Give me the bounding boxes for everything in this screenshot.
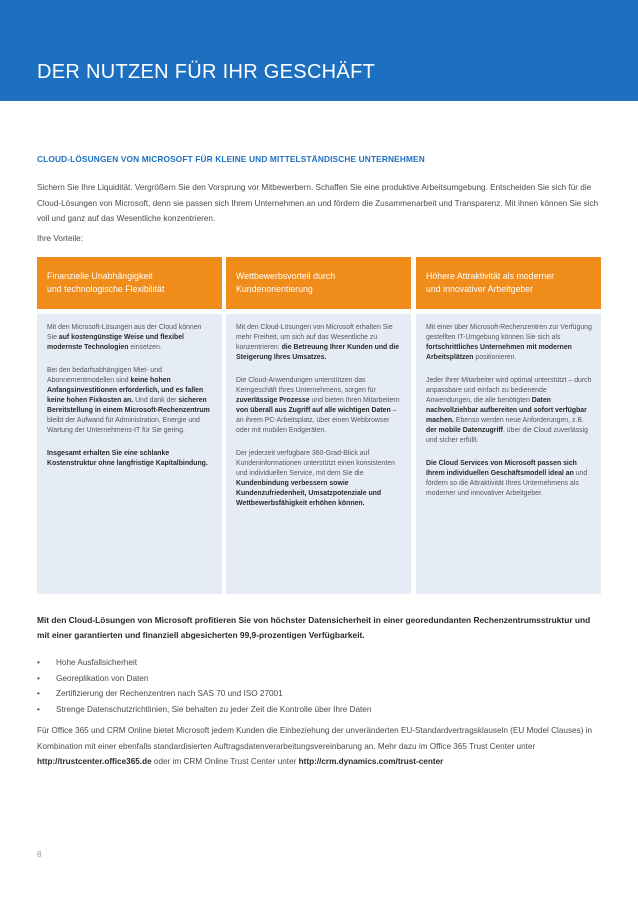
emphasis-text: Kundenbindung verbessern sowie Kundenzufriedenheit, Umsatzpotenziale und Wettbewerbsfähigkeit erhöhen können. bbox=[236, 480, 382, 507]
benefit-cell bbox=[426, 376, 592, 446]
benefit-cell bbox=[426, 459, 592, 499]
cell-text: Mit den Cloud-Lösungen von Microsoft erhalten Sie mehr Freiheit, um sich auf das Wesentliche zu konzentrieren: bbox=[236, 324, 393, 351]
list-item-text: Hohe Ausfallsicherheit bbox=[56, 658, 138, 667]
column-header-line: und innovativer Arbeitgeber bbox=[426, 284, 534, 294]
bullet-icon: • bbox=[37, 689, 40, 698]
cell-text: Ebenso werden neue Anforderungen, z.B. bbox=[453, 417, 584, 424]
list-item bbox=[37, 671, 603, 687]
page-title: DER NUTZEN FÜR IHR GESCHÄFT bbox=[37, 61, 376, 83]
benefit-column-financial bbox=[37, 257, 222, 594]
emphasis-text: fortschrittliches Unternehmen mit modernen Arbeitsplätzen bbox=[426, 344, 572, 361]
office-paragraph-text: Für Office 365 und CRM Online bietet Microsoft jedem Kunden die Einbeziehung der unveränderten EU-Standardvertragsklauseln (EU Model Clauses) in Kombination mit einer ebenfalls standardisierten Auftragsdatenverarbeitungsvereinbarung an. Mehr dazu im Office 365 Trust Center unter bbox=[37, 726, 593, 751]
benefit-cell bbox=[47, 366, 213, 436]
column-body bbox=[416, 314, 601, 594]
office-trust-paragraph bbox=[37, 723, 603, 770]
cell-text: bleibt der Aufwand für Administration, Energie und Wartung der Unternehmens-IT für Sie gering. bbox=[47, 417, 200, 434]
column-header bbox=[37, 257, 222, 309]
intro-paragraph: Sichern Sie Ihre Liquidität. Vergrößern Sie den Vorsprung vor Mitbewerbern. Schaffen Sie eine produktive Arbeitsumgebung. Entscheiden Sie sich für die Cloud-Lösungen von Microsoft, denn sie passen sich Ihrem Unternehmen an und fördern die Zusammenarbeit und Transparenz. Mit ihnen können Sie sich voll und ganz auf das Wesentliche konzentrieren. bbox=[37, 183, 599, 223]
benefit-cell bbox=[236, 323, 402, 363]
emphasis-text: zuverlässige Prozesse bbox=[236, 397, 310, 404]
page-number: 8 bbox=[37, 850, 42, 859]
cell-text: und fördern so die Attraktivität Ihres Unternehmens als moderner und innovativer Arbeitgeber. bbox=[426, 470, 588, 497]
benefit-cell bbox=[236, 376, 402, 436]
benefit-cell bbox=[47, 449, 213, 469]
security-paragraph: Mit den Cloud-Lösungen von Microsoft profitieren Sie von höchster Datensicherheit in einer georedundanten Rechenzentrumsstruktur und mit einer garantierten und finanziell abgesicherten 99,9-prozentigen Verfügbarkeit. bbox=[37, 615, 591, 640]
list-item bbox=[37, 686, 603, 702]
emphasis-text: sicheren Bereitstellung in einem Microsoft-Rechenzentrum bbox=[47, 397, 210, 414]
cell-text: Mit einer über Microsoft-Rechenzentren zur Verfügung gestellten IT-Umgebung können Sie sich als bbox=[426, 324, 592, 341]
cell-text: und bieten Ihren Mitarbeitern bbox=[309, 397, 400, 404]
bullet-icon: • bbox=[37, 658, 40, 667]
bullet-icon: • bbox=[37, 704, 40, 714]
emphasis-text: Die Cloud Services von Microsoft passen sich Ihrem individuellen Geschäftsmodell ideal an bbox=[426, 460, 577, 477]
column-header-line: Höhere Attraktivität als moderner bbox=[426, 271, 555, 281]
benefit-cell bbox=[236, 449, 402, 509]
list-item bbox=[37, 702, 603, 718]
cell-text: , über die Cloud zuverlässig und sicher erfüllt. bbox=[426, 427, 588, 444]
emphasis-text: Insgesamt erhalten Sie eine schlanke Kostenstruktur ohne langfristige Kapitalbindung. bbox=[47, 450, 208, 467]
column-header bbox=[416, 257, 601, 309]
trustcenter-office365-link[interactable]: http://trustcenter.office365.de bbox=[37, 757, 152, 766]
benefits-label: Ihre Vorteile: bbox=[37, 234, 83, 243]
cell-text: einsetzen. bbox=[128, 344, 162, 351]
column-header-line: Kundenorientierung bbox=[236, 284, 313, 294]
benefit-column-competitive bbox=[226, 257, 411, 594]
list-item-text: Georeplikation von Daten bbox=[56, 673, 149, 683]
crm-trust-center-link[interactable]: http://crm.dynamics.com/trust-center bbox=[298, 757, 444, 766]
section-subheading: CLOUD-LÖSUNGEN VON MICROSOFT FÜR KLEINE UND MITTELSTÄNDISCHE UNTERNEHMEN bbox=[37, 154, 425, 164]
security-bullet-list bbox=[37, 655, 603, 717]
column-header-line: und technologische Flexibilität bbox=[47, 284, 165, 294]
cell-text: Mit den Microsoft-Lösungen aus der Cloud können Sie bbox=[47, 324, 202, 341]
cell-text: Die Cloud-Anwendungen unterstützen das Kerngeschäft Ihres Unternehmens, sorgen für bbox=[236, 377, 376, 394]
cell-text: Der jederzeit verfügbare 360-Grad-Blick auf Kundeninformationen unterstützt einen konsistenten und individuellen Service, mit dem Sie die bbox=[236, 450, 395, 477]
column-body bbox=[226, 314, 411, 594]
bullet-icon: • bbox=[37, 673, 40, 683]
benefits-table bbox=[37, 257, 601, 594]
emphasis-text: keine hohen Anfangsinvestitionen erforderlich, und es fallen keine hohen Fixkosten an. bbox=[47, 377, 204, 404]
cell-text: Bei den bedarfsabhängigen Miet- und Abonnementmodellen sind bbox=[47, 367, 162, 384]
list-item-text: Strenge Datenschutzrichtlinien, Sie behalten zu jeder Zeit die Kontrolle über Ihre Daten bbox=[56, 704, 372, 714]
emphasis-text: auf kostengünstige Weise und flexibel modernste Technologien bbox=[47, 334, 184, 351]
emphasis-text: von überall aus Zugriff auf alle wichtigen Daten bbox=[236, 407, 391, 414]
benefit-column-employer bbox=[416, 257, 601, 594]
column-body bbox=[37, 314, 222, 594]
cell-text: – an ihrem PC-Arbeitsplatz, über einen Webbrowser oder mit mobilen Endgeräten. bbox=[236, 407, 397, 434]
list-item bbox=[37, 655, 603, 671]
benefit-cell bbox=[426, 323, 592, 363]
column-header-line: Finanzielle Unabhängigkeit bbox=[47, 271, 153, 281]
office-paragraph-middle: oder im CRM Online Trust Center unter bbox=[151, 757, 299, 766]
emphasis-text: die Betreuung Ihrer Kunden und die Steigerung Ihres Umsatzes. bbox=[236, 344, 400, 361]
benefit-cell bbox=[47, 323, 213, 353]
cell-text: positionieren. bbox=[473, 354, 517, 361]
cell-text: Jeder Ihrer Mitarbeiter wird optimal unterstützt – durch anpassbare und einfach zu bedienende Anwendungen, die alle benötigten bbox=[426, 377, 592, 404]
emphasis-text: Daten nachvollziehbar aufbereiten und sofort verfügbar machen. bbox=[426, 397, 587, 424]
column-header bbox=[226, 257, 411, 309]
column-header-line: Wettbewerbsvorteil durch bbox=[236, 271, 336, 281]
list-item-text: Zertifizierung der Rechenzentren nach SAS 70 und ISO 27001 bbox=[56, 689, 283, 698]
emphasis-text: der mobile Datenzugriff bbox=[426, 427, 503, 434]
page-banner bbox=[0, 0, 638, 101]
cell-text: Und dank der bbox=[133, 397, 179, 404]
